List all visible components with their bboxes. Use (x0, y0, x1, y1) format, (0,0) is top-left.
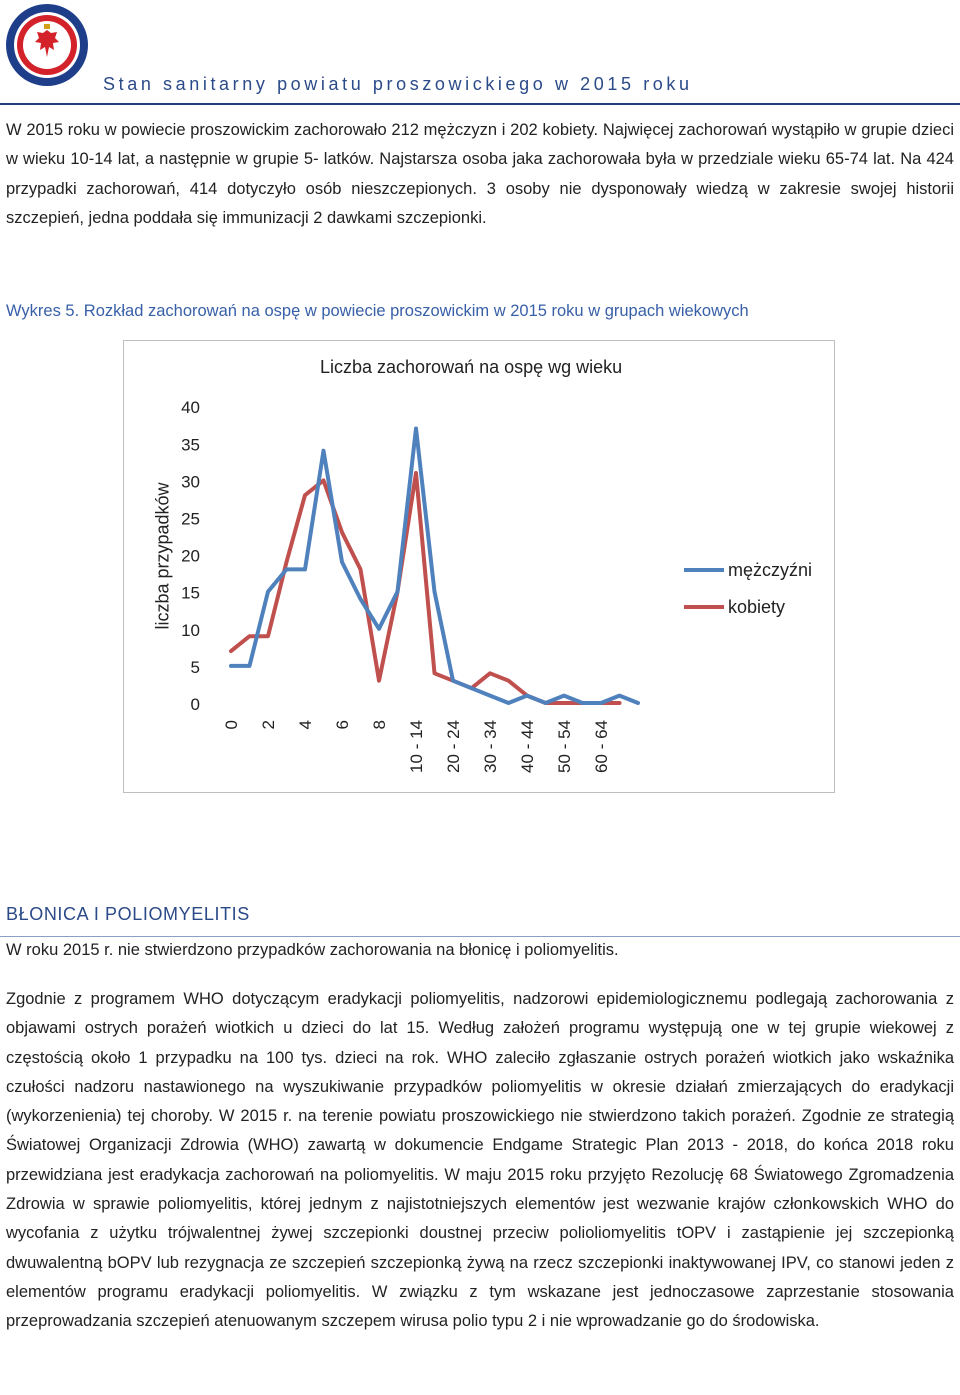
x-tick-label: 6 (333, 720, 352, 730)
chart-title: Liczba zachorowań na ospę wg wieku (320, 357, 623, 377)
x-tick-label: 0 (222, 720, 241, 730)
x-tick-label: 8 (370, 720, 389, 730)
x-tick-label: 20 - 24 (444, 720, 463, 773)
intro-paragraph: W 2015 roku w powiecie proszowickim zachorowało 212 mężczyzn i 202 kobiety. Najwięcej zachorowań wystąpiło w grupie dzieci w wieku 10-14 lat, a następnie w grupie 5- latków. Najstarsza osoba jaka zachorowała była w przedziale wieku 65-74 lat. Na 424 przypadki zachorowań, 414 dotyczyło osób nieszczepionych. 3 osoby nie dysponowały wiedzą w zakresie swojej historii szczepień, jedna poddała się immunizacji 2 dawkami szczepionki. (6, 121, 954, 227)
section-note: W roku 2015 r. nie stwierdzono przypadków zachorowania na błonicę i poliomyelitis. (6, 941, 619, 959)
legend-label: kobiety (728, 597, 786, 617)
y-tick-label: 40 (181, 398, 200, 418)
x-tick-label: 50 - 54 (555, 720, 574, 773)
y-tick-label: 15 (181, 583, 200, 603)
y-tick-label: 35 (181, 435, 200, 455)
legend-label: mężczyźni (728, 560, 813, 580)
x-tick-label: 40 - 44 (518, 720, 537, 773)
section-heading: BŁONICA I POLIOMYELITIS (6, 904, 250, 924)
x-tick-label: 10 - 14 (407, 720, 426, 773)
x-tick-label: 30 - 34 (481, 720, 500, 773)
y-tick-label: 25 (181, 509, 200, 529)
y-tick-label: 5 (190, 657, 200, 677)
x-tick-label: 4 (296, 720, 315, 730)
document-header-title: Stan sanitarny powiatu proszowickiego w 2015 roku (103, 74, 693, 94)
section-body-paragraph: Zgodnie z programem WHO dotyczącym eradykacji poliomyelitis, nadzorowi epidemiologicznemu podlegają zachorowania z objawami ostrych porażeń wiotkich u dzieci do lat 15. Według założeń programu występują one w tej grupie wiekowej z częstością około 1 przypadku na 100 tys. dzieci na rok. WHO zaleciło zgłaszanie ostrych porażeń wiotkich jako wskaźnika czułości nadzoru nastawionego na wyszukiwanie przypadków poliomyelitis w okresie działań zmierzających do eradykacji (wykorzenienia) tej choroby. W 2015 r. na terenie powiatu proszowickiego nie stwierdzono takich porażeń. Zgodnie ze strategią Światowej Organizacji Zdrowia (WHO) zawartą w dokumencie Endgame Strategic Plan 2013 - 2018, do końca 2018 roku przewidziana jest eradykacja zachorowań na poliomyelitis. W maju 2015 roku przyjęto Rezolucję 68 Światowego Zgromadzenia Zdrowia w sprawie poliomyelitis, której jednym z najistotniejszych elementów jest wezwanie krajów członkowskich WHO do wycofania z użytku trójwalentnej żywej szczepionki doustnej przeciw polioliomyelitis tOPV i zastąpienie jej szczepionką dwuwalentną bOPV lub rezygnacja ze szczepień szczepionką żywą na rzecz szczepionki inaktywowanej IPV, co stanowi jeden z elementów programu eradykacji poliomyelitis. W związku z tym wskazane jest jednoczasowe zaprzestanie stosowania przeprowadzania szczepień atenuowanym szczepem wirusa polio typu 2 i nie wprowadzanie go do środowiska. (6, 990, 954, 1331)
section-divider (0, 936, 960, 937)
y-tick-label: 20 (181, 546, 200, 566)
y-axis-label: liczba przypadków (152, 482, 173, 630)
x-tick-label: 2 (259, 720, 278, 730)
figure-caption: Wykres 5. Rozkład zachorowań na ospę w powiecie proszowickim w 2015 roku w grupach wiekowych (6, 302, 749, 320)
y-tick-label: 30 (181, 472, 200, 492)
y-tick-label: 10 (181, 620, 200, 640)
y-tick-label: 0 (190, 695, 200, 714)
x-tick-label: 60 - 64 (592, 720, 611, 773)
